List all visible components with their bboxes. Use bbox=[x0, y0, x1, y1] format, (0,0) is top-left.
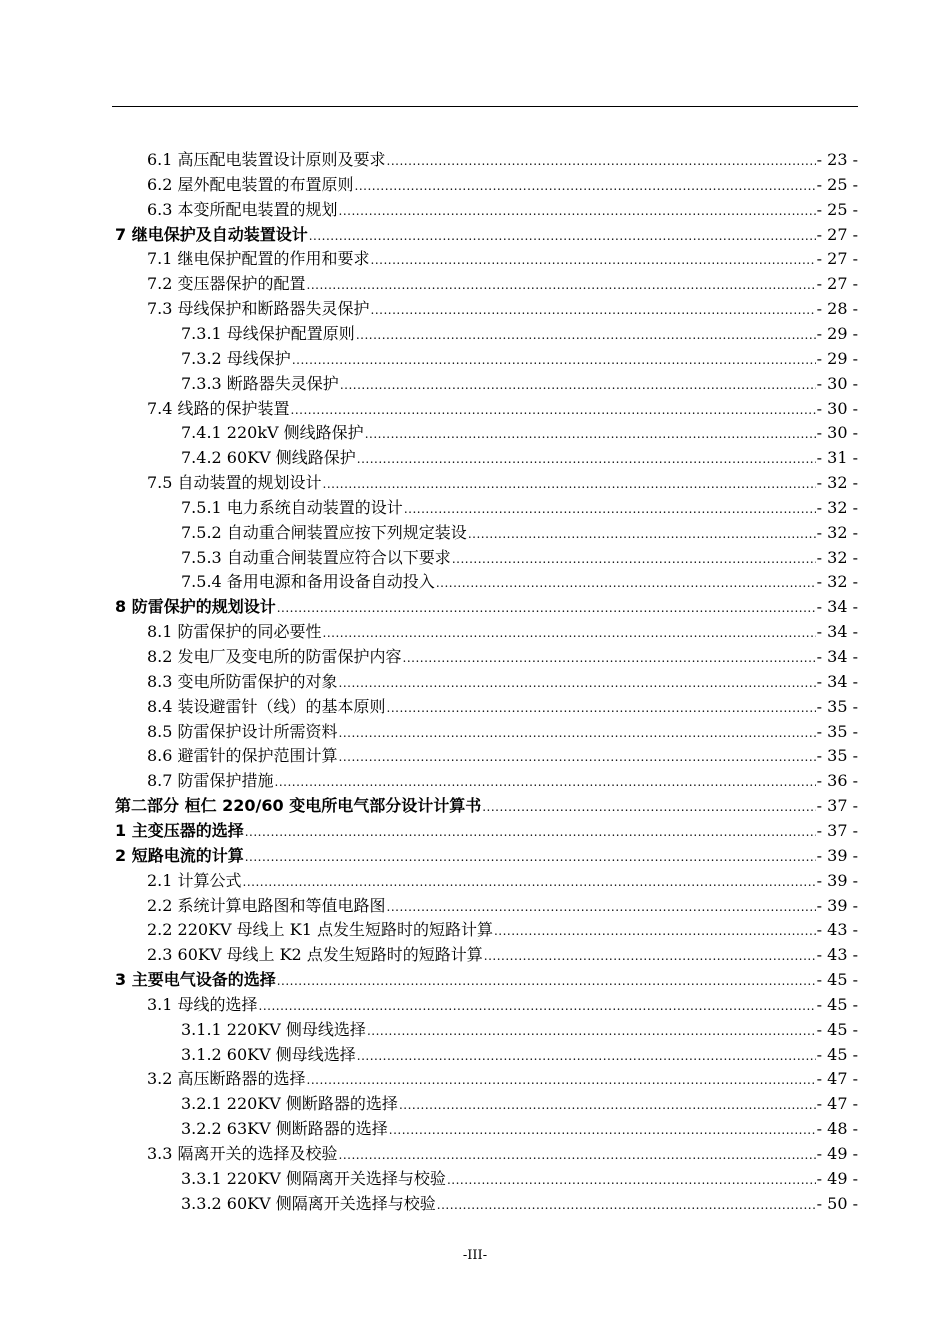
toc-entry[interactable] bbox=[181, 1043, 858, 1067]
toc-entry[interactable] bbox=[181, 372, 858, 396]
toc-entry-page: - 47 - bbox=[816, 1094, 858, 1114]
toc-entry[interactable] bbox=[147, 148, 858, 172]
dot-leader bbox=[245, 820, 816, 844]
toc-entry-page: - 34 - bbox=[816, 597, 858, 617]
dot-leader bbox=[245, 845, 816, 869]
toc-entry[interactable] bbox=[147, 670, 858, 694]
toc-entry-title: 7.1 继电保护配置的作用和要求 bbox=[147, 249, 370, 269]
toc-entry-page: - 36 - bbox=[816, 771, 858, 791]
toc-entry-title: 2.2 220KV 母线上 K1 点发生短路时的短路计算 bbox=[147, 920, 493, 940]
toc-entry-page: - 25 - bbox=[816, 199, 858, 219]
toc-entry-title: 3.3 隔离开关的选择及校验 bbox=[147, 1144, 338, 1163]
toc-entry-page: - 30 - bbox=[816, 423, 858, 443]
toc-entry-title: 8.3 变电所防雷保护的对象 bbox=[147, 671, 338, 691]
dot-leader bbox=[339, 1143, 816, 1167]
dot-leader bbox=[403, 646, 816, 670]
toc-entry-page: - 29 - bbox=[816, 323, 858, 343]
toc-entry-title: 8.4 装设避雷针（线）的基本原则 bbox=[147, 696, 386, 716]
dot-leader bbox=[355, 174, 816, 198]
toc-entry-page: - 32 - bbox=[816, 473, 858, 493]
toc-entry-title: 8.5 防雷保护设计所需资料 bbox=[147, 721, 338, 741]
toc-entry-title: 3.1.1 220KV 侧母线选择 bbox=[181, 1019, 366, 1039]
dot-leader bbox=[259, 994, 816, 1018]
toc-entry[interactable] bbox=[181, 1167, 858, 1191]
dot-leader bbox=[339, 199, 816, 223]
toc-entry-title: 7.3 母线保护和断路器失灵保护 bbox=[147, 299, 370, 319]
dot-leader bbox=[357, 1044, 816, 1068]
toc-entry-title: 3.2 高压断路器的选择 bbox=[147, 1069, 306, 1089]
toc-entry-title: 2 短路电流的计算 bbox=[115, 845, 244, 865]
toc-entry-title: 7.3.1 母线保护配置原则 bbox=[181, 323, 355, 343]
toc-entry-title: 2.2 系统计算电路图和等值电路图 bbox=[147, 895, 386, 915]
toc-entry[interactable] bbox=[147, 297, 858, 321]
toc-entry-title: 3.3.1 220KV 侧隔离开关选择与校验 bbox=[181, 1168, 446, 1188]
dot-leader bbox=[389, 1118, 816, 1142]
dot-leader bbox=[468, 522, 816, 546]
dot-leader bbox=[365, 422, 816, 446]
toc-entry[interactable] bbox=[147, 1142, 858, 1166]
toc-entry-title: 7.5.1 电力系统自动装置的设计 bbox=[181, 497, 403, 517]
toc-entry-title: 7.5 自动装置的规划设计 bbox=[147, 473, 322, 493]
toc-entry-page: - 30 - bbox=[816, 373, 858, 393]
toc-entry[interactable] bbox=[147, 720, 858, 744]
toc-entry-title: 7.4.2 60KV 侧线路保护 bbox=[181, 448, 356, 468]
dot-leader bbox=[387, 895, 816, 919]
toc-entry-page: - 32 - bbox=[816, 547, 858, 567]
toc-entry-title: 8.7 防雷保护措施 bbox=[147, 771, 274, 791]
toc-entry[interactable] bbox=[181, 521, 858, 545]
dot-leader bbox=[277, 596, 816, 620]
toc-entry-title: 第二部分 桓仁 220/60 变电所电气部分设计计算书 bbox=[115, 796, 482, 816]
dot-leader bbox=[387, 696, 816, 720]
toc-entry[interactable] bbox=[147, 173, 858, 197]
toc-entry-page: - 25 - bbox=[816, 174, 858, 194]
toc-entry[interactable] bbox=[181, 496, 858, 520]
toc-entry-title: 3.3.2 60KV 侧隔离开关选择与校验 bbox=[181, 1193, 436, 1213]
toc-entry-title: 8 防雷保护的规划设计 bbox=[115, 597, 276, 617]
toc-entry-page: - 43 - bbox=[816, 945, 858, 965]
toc-entry-title: 3.1.2 60KV 侧母线选择 bbox=[181, 1044, 356, 1064]
toc-entry-page: - 29 - bbox=[816, 348, 858, 368]
header-rule bbox=[112, 106, 858, 107]
toc-entry[interactable] bbox=[115, 223, 858, 247]
toc-entry-page: - 32 - bbox=[816, 572, 858, 592]
toc-entry-page: - 35 - bbox=[816, 696, 858, 716]
dot-leader bbox=[307, 1068, 816, 1092]
toc-entry[interactable] bbox=[147, 645, 858, 669]
toc-entry-title: 6.1 高压配电装置设计原则及要求 bbox=[147, 150, 386, 169]
toc-entry[interactable] bbox=[181, 1092, 858, 1116]
toc-entry[interactable] bbox=[147, 695, 858, 719]
toc-entry-title: 3.2.2 63KV 侧断路器的选择 bbox=[181, 1119, 388, 1139]
toc-entry-page: - 48 - bbox=[816, 1119, 858, 1139]
toc-entry[interactable] bbox=[147, 918, 858, 942]
dot-leader bbox=[277, 969, 816, 993]
toc-entry[interactable] bbox=[181, 1117, 858, 1141]
toc-entry-page: - 50 - bbox=[816, 1193, 858, 1213]
toc-entry[interactable] bbox=[147, 397, 858, 421]
toc-entry-page: - 23 - bbox=[816, 150, 858, 169]
toc-entry[interactable] bbox=[181, 446, 858, 470]
toc-entry-page: - 45 - bbox=[816, 970, 858, 990]
toc-entry-page: - 39 - bbox=[816, 870, 858, 890]
toc-entry-title: 3.2.1 220KV 侧断路器的选择 bbox=[181, 1094, 398, 1114]
toc-entry-title: 3.1 母线的选择 bbox=[147, 994, 258, 1014]
toc-entry-title: 7 继电保护及自动装置设计 bbox=[115, 224, 308, 244]
dot-leader bbox=[452, 547, 816, 571]
toc-entry-page: - 49 - bbox=[816, 1168, 858, 1188]
dot-leader bbox=[323, 472, 816, 496]
toc-entry-page: - 32 - bbox=[816, 497, 858, 517]
toc-entry[interactable] bbox=[147, 198, 858, 222]
toc-entry[interactable] bbox=[115, 819, 858, 843]
toc-entry[interactable] bbox=[147, 894, 858, 918]
dot-leader bbox=[307, 273, 816, 297]
toc-entry[interactable] bbox=[147, 1067, 858, 1091]
toc-entry[interactable] bbox=[115, 595, 858, 619]
dot-leader bbox=[371, 248, 816, 272]
toc-entry-title: 7.5.2 自动重合闸装置应按下列规定装设 bbox=[181, 522, 467, 542]
toc-entry[interactable] bbox=[181, 1018, 858, 1042]
toc-entry-title: 7.4 线路的保护装置 bbox=[147, 398, 290, 418]
toc-entry[interactable] bbox=[147, 943, 858, 967]
toc-entry-page: - 30 - bbox=[816, 398, 858, 418]
dot-leader bbox=[339, 671, 816, 695]
toc-entry-title: 1 主变压器的选择 bbox=[115, 820, 244, 840]
toc-entry-page: - 35 - bbox=[816, 746, 858, 766]
toc-entry-page: - 45 - bbox=[816, 994, 858, 1014]
toc-entry[interactable] bbox=[115, 968, 858, 992]
page-number: -III- bbox=[462, 1248, 488, 1263]
toc-entry[interactable] bbox=[181, 570, 858, 594]
toc-entry-page: - 27 - bbox=[816, 249, 858, 269]
dot-leader bbox=[291, 398, 816, 422]
dot-leader bbox=[367, 1019, 816, 1043]
dot-leader bbox=[275, 770, 816, 794]
toc-entry-title: 7.2 变压器保护的配置 bbox=[147, 274, 306, 294]
dot-leader bbox=[436, 571, 816, 595]
toc-entry[interactable] bbox=[147, 620, 858, 644]
toc-entry-title: 6.3 本变所配电装置的规划 bbox=[147, 199, 338, 219]
toc-entry[interactable] bbox=[181, 546, 858, 570]
toc-entry-page: - 45 - bbox=[816, 1019, 858, 1039]
toc-entry[interactable] bbox=[147, 272, 858, 296]
toc-entry-title: 2.1 计算公式 bbox=[147, 870, 242, 890]
toc-entry-title: 8.2 发电厂及变电所的防雷保护内容 bbox=[147, 647, 402, 666]
toc-entry-title: 2.3 60KV 母线上 K2 点发生短路时的短路计算 bbox=[147, 945, 483, 965]
toc-entry[interactable] bbox=[147, 247, 858, 271]
toc-entry-title: 8.6 避雷针的保护范围计算 bbox=[147, 746, 338, 766]
toc-entry[interactable] bbox=[147, 471, 858, 495]
dot-leader bbox=[494, 919, 816, 943]
toc-entry[interactable] bbox=[181, 322, 858, 346]
dot-leader bbox=[484, 944, 816, 968]
dot-leader bbox=[309, 224, 816, 248]
dot-leader bbox=[243, 870, 816, 894]
toc-entry-page: - 34 - bbox=[816, 622, 858, 642]
toc-entry-page: - 27 - bbox=[816, 224, 858, 244]
dot-leader bbox=[404, 497, 816, 521]
dot-leader bbox=[340, 373, 816, 397]
dot-leader bbox=[323, 621, 816, 645]
toc-entry[interactable] bbox=[147, 744, 858, 768]
dot-leader bbox=[339, 745, 816, 769]
toc-entry[interactable] bbox=[181, 1192, 858, 1216]
dot-leader bbox=[371, 298, 816, 322]
toc-entry-title: 7.5.3 自动重合闸装置应符合以下要求 bbox=[181, 547, 451, 567]
toc-entry-page: - 34 - bbox=[816, 647, 858, 666]
toc-entry-page: - 28 - bbox=[816, 299, 858, 319]
toc-entry-title: 7.4.1 220kV 侧线路保护 bbox=[181, 423, 364, 443]
dot-leader bbox=[357, 447, 816, 471]
toc-entry-page: - 39 - bbox=[816, 895, 858, 915]
toc-entry-page: - 32 - bbox=[816, 522, 858, 542]
toc-entry[interactable] bbox=[147, 869, 858, 893]
toc-entry-title: 8.1 防雷保护的同必要性 bbox=[147, 622, 322, 642]
dot-leader bbox=[482, 795, 815, 819]
toc-entry-page: - 43 - bbox=[816, 920, 858, 940]
toc-entry-page: - 31 - bbox=[816, 448, 858, 468]
toc-entry[interactable] bbox=[147, 769, 858, 793]
toc-entry-page: - 37 - bbox=[816, 820, 858, 840]
toc-entry[interactable] bbox=[181, 421, 858, 445]
toc-entry-page: - 39 - bbox=[816, 845, 858, 865]
toc-entry-title: 6.2 屋外配电装置的布置原则 bbox=[147, 174, 354, 194]
dot-leader bbox=[437, 1193, 816, 1217]
toc-entry-page: - 47 - bbox=[816, 1069, 858, 1089]
dot-leader bbox=[292, 348, 816, 372]
dot-leader bbox=[356, 323, 816, 347]
dot-leader bbox=[447, 1168, 816, 1192]
toc-entry[interactable] bbox=[181, 347, 858, 371]
dot-leader bbox=[339, 721, 816, 745]
toc-entry[interactable] bbox=[147, 993, 858, 1017]
toc-entry-title: 7.3.2 母线保护 bbox=[181, 348, 291, 368]
toc-entry[interactable] bbox=[115, 844, 858, 868]
toc-entry-title: 3 主要电气设备的选择 bbox=[115, 970, 276, 990]
dot-leader bbox=[399, 1093, 816, 1117]
toc-entry-page: - 35 - bbox=[816, 721, 858, 741]
toc-entry-page: - 27 - bbox=[816, 274, 858, 294]
toc-entry-page: - 37 - bbox=[816, 796, 858, 816]
toc-entry-title: 7.5.4 备用电源和备用设备自动投入 bbox=[181, 572, 435, 592]
toc-entry[interactable] bbox=[115, 794, 858, 818]
toc-entry-page: - 49 - bbox=[816, 1144, 858, 1163]
toc-entry-title: 7.3.3 断路器失灵保护 bbox=[181, 373, 339, 393]
toc-entry-page: - 45 - bbox=[816, 1044, 858, 1064]
toc-entry-page: - 34 - bbox=[816, 671, 858, 691]
dot-leader bbox=[387, 149, 816, 173]
